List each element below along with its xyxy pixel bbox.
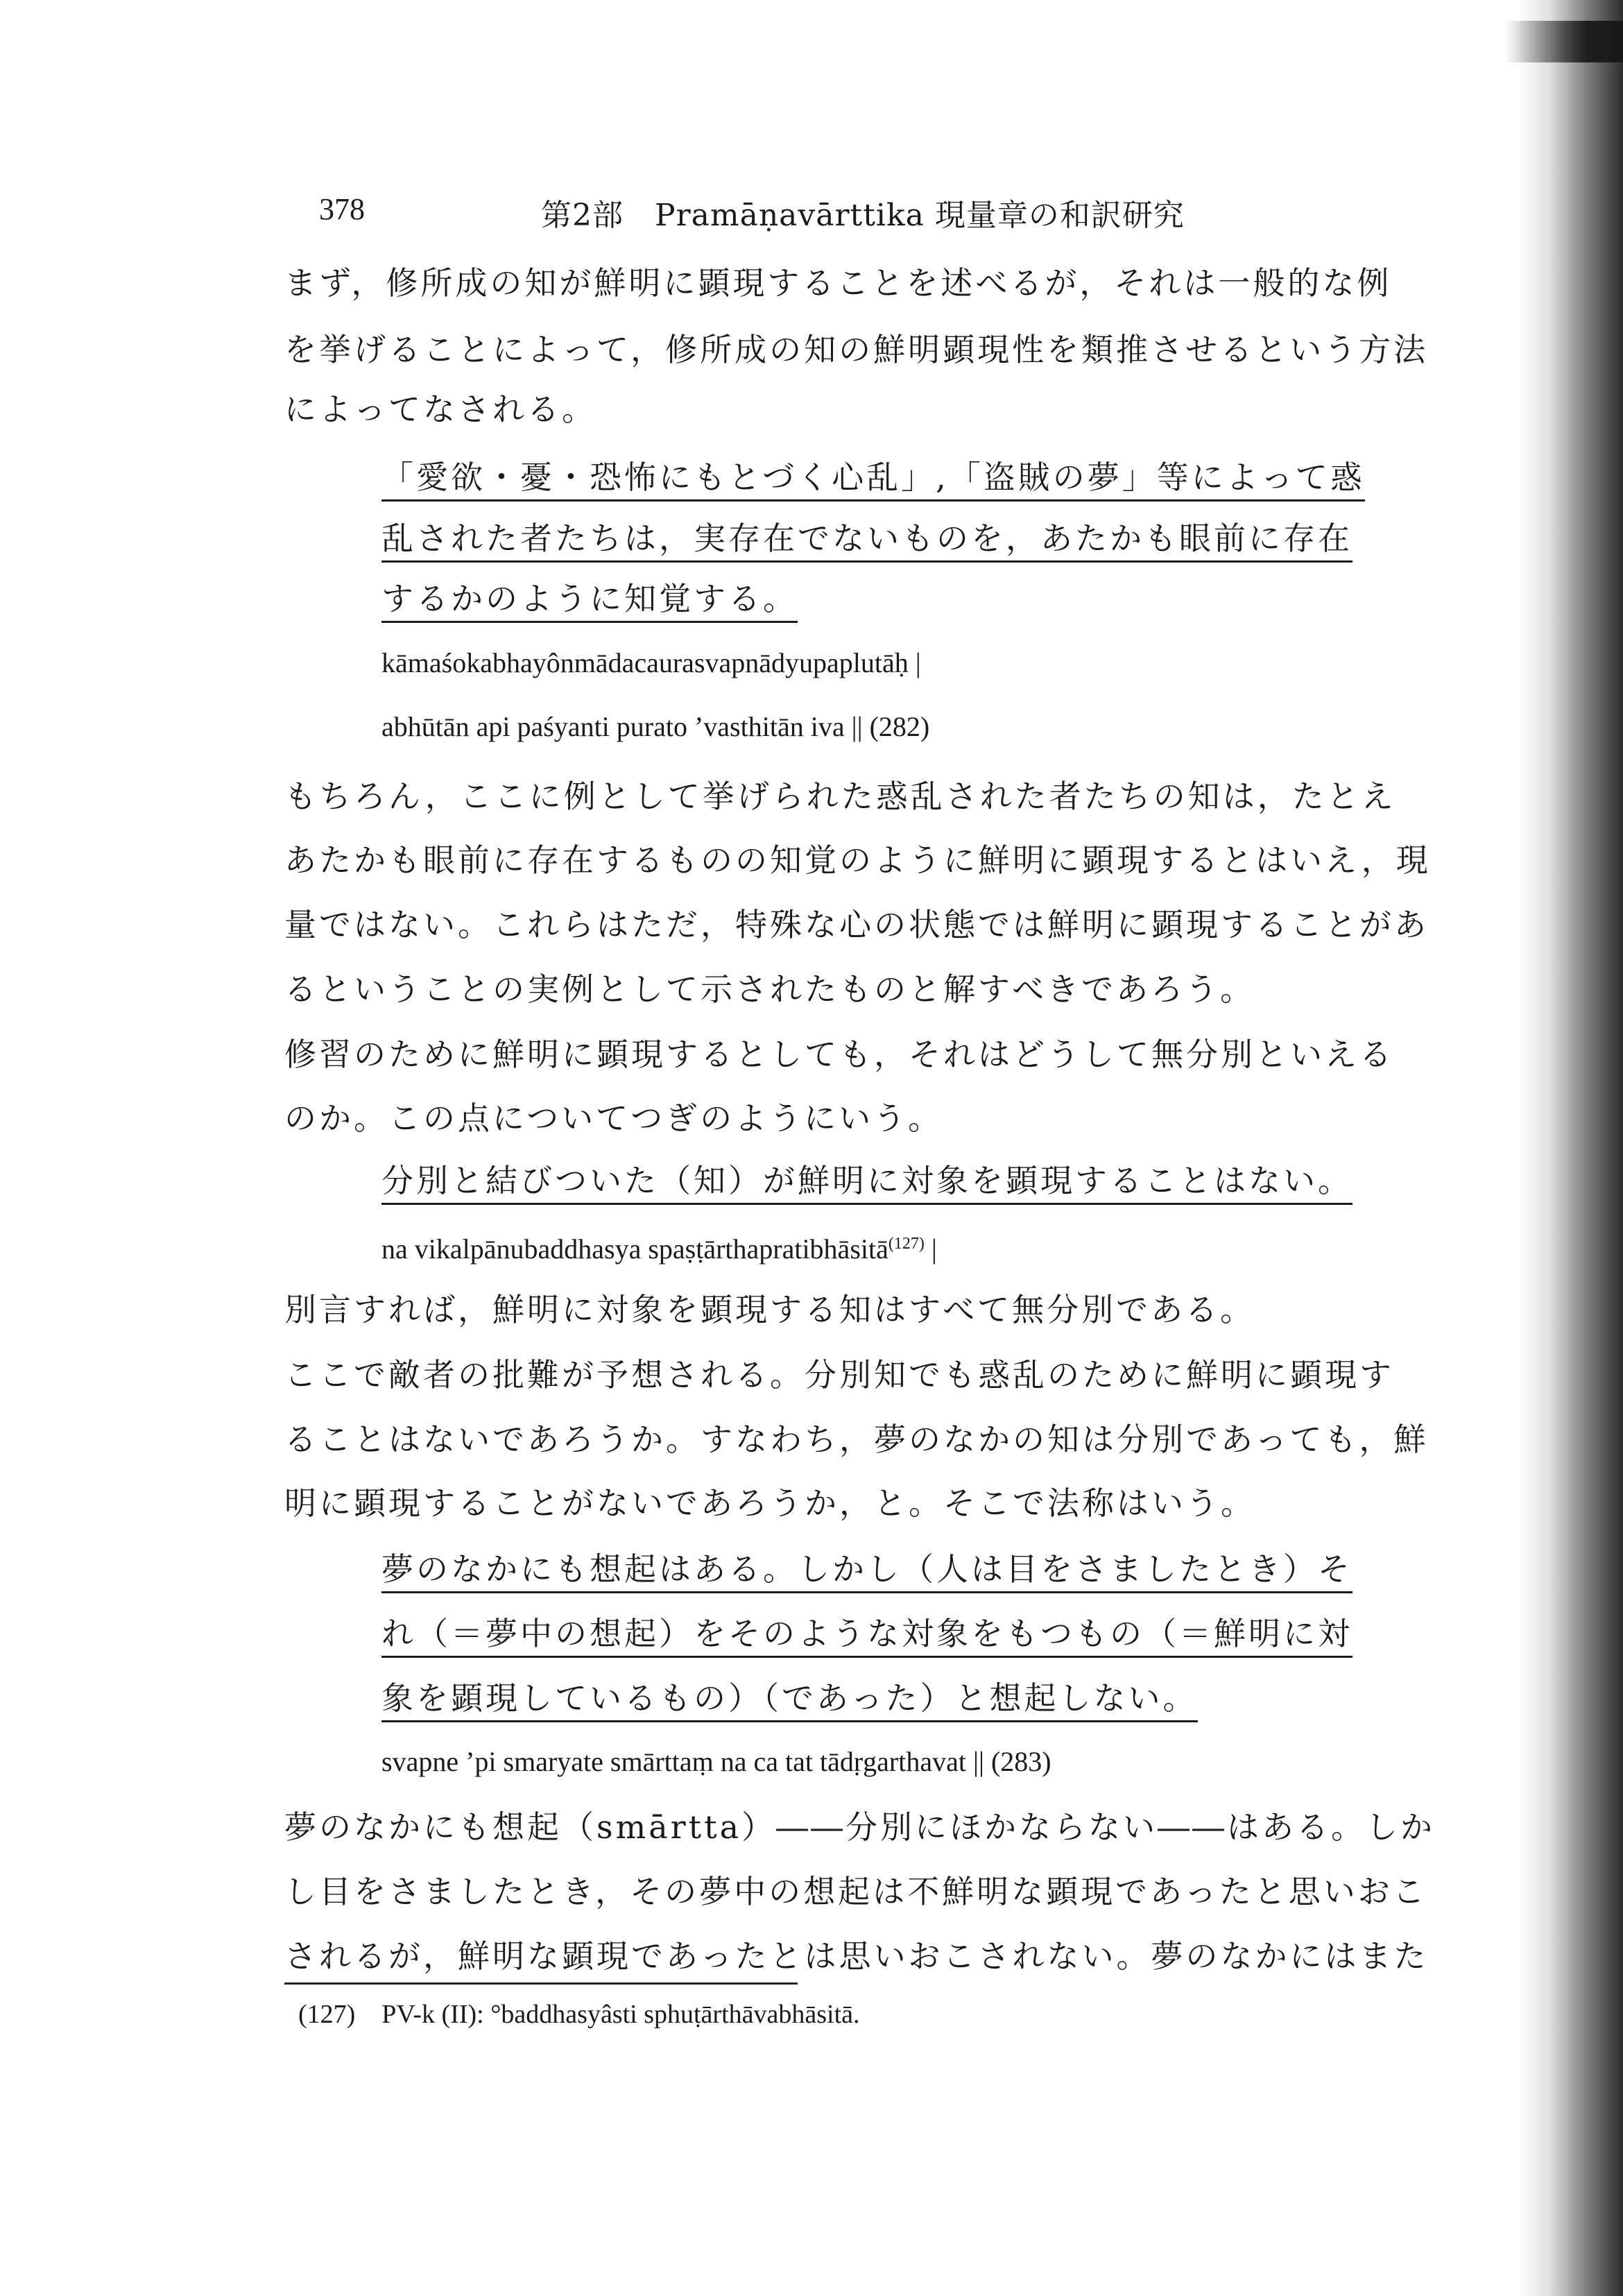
footnote-ref-127: (127) [888,1235,925,1253]
page-edge-mark [1505,21,1623,62]
paragraph-2-line-4: るということの実例として示されたものと解すべきであろう。 [284,970,1255,1008]
paragraph-1-line-2: を挙げることによって，修所成の知の鮮明顕現性を類推させるという方法 [284,331,1429,368]
verse-3-line-1: 夢のなかにも想起はある。しかし（人は目をさましたとき）そ [381,1548,1352,1593]
paragraph-1-line-3: によってなされる。 [284,391,596,428]
footnote-127: (127) PV-k (II): °baddhasyâsti sphuṭārthāvabhāsitā. [298,2000,860,2029]
paragraph-3-line-2: のか。この点についてつぎのようにいう。 [284,1099,943,1137]
paragraph-2-line-2: あたかも眼前に存在するものの知覚のように鮮明に顕現するとはいえ，現 [284,841,1431,879]
paragraph-2-line-1: もちろん，ここに例として挙げられた惑乱された者たちの知は，たとえ [284,778,1396,815]
verse-2-sanskrit-end: | [924,1233,937,1265]
paragraph-1-line-1: まず，修所成の知が鮮明に顕現することを述べるが，それは一般的な例 [284,264,1392,302]
verse-1-sanskrit-line-2: abhūtān api paśyanti purato ’vasthitān iva || (282) [381,711,930,742]
page-header [319,187,1498,236]
verse-2-sanskrit [381,1224,937,1269]
paragraph-4: 別言すれば，鮮明に対象を顕現する知はすべて無分別である。 [284,1291,1255,1328]
paragraph-6-line-3: されるが，鮮明な顕現であったとは思いおこされない。夢のなかにはまた [284,1937,1429,1975]
paragraph-6-line-2: し目をさましたとき，その夢中の想起は不鮮明な顕現であったと思いおこ [284,1873,1427,1910]
paragraph-5-line-2: ることはないであろうか。すなわち，夢のなかの知は分別であっても，鮮 [284,1421,1429,1458]
paragraph-3-line-1: 修習のために鮮明に顕現するとしても，それはどうして無分別といえる [284,1036,1394,1073]
page-number: 378 [319,192,365,226]
footnote-divider [284,1982,798,1985]
paragraph-5-line-3: 明に顕現することがないであろうか，と。そこで法称はいう。 [284,1484,1255,1522]
verse-1-line-3: するかのように知覚する。 [381,578,798,623]
page-edge-shadow [1519,0,1623,2296]
verse-3-line-3: 象を顕現しているもの）（であった）と想起しない。 [381,1677,1198,1722]
verse-3-sanskrit: svapne ’pi smaryate smārttaṃ na ca tat tādṛgarthavat || (283) [381,1746,1051,1777]
verse-2: 分別と結びついた（知）が鮮明に対象を顕現することはない。 [381,1160,1352,1205]
paragraph-5-line-1: ここで敵者の批難が予想される。分別知でも惑乱のために鮮明に顕現す [284,1356,1394,1394]
verse-3-line-2: れ（＝夢中の想起）をそのような対象をもつもの（＝鮮明に対 [381,1613,1352,1658]
verse-1-line-1: 「愛欲・憂・恐怖にもとづく心乱」,「盗賊の夢」等によって惑 [381,456,1365,502]
running-title: 第2部 Pramāṇavārttika 現量章の和訳研究 [541,198,1185,233]
verse-2-sanskrit-text: na vikalpānubaddhasya spaṣṭārthapratibhāsitā [381,1233,888,1265]
verse-1-sanskrit-line-1: kāmaśokabhayônmādacaurasvapnādyupaplutāḥ | [381,647,921,678]
verse-1-line-2: 乱された者たちは，実存在でないものを，あたかも眼前に存在 [381,517,1352,563]
paragraph-6-line-1: 夢のなかにも想起（smārtta）――分別にほかならない――はある。しか [284,1808,1436,1846]
paragraph-2-line-3: 量ではない。これらはただ，特殊な心の状態では鮮明に顕現することがあ [284,906,1429,943]
